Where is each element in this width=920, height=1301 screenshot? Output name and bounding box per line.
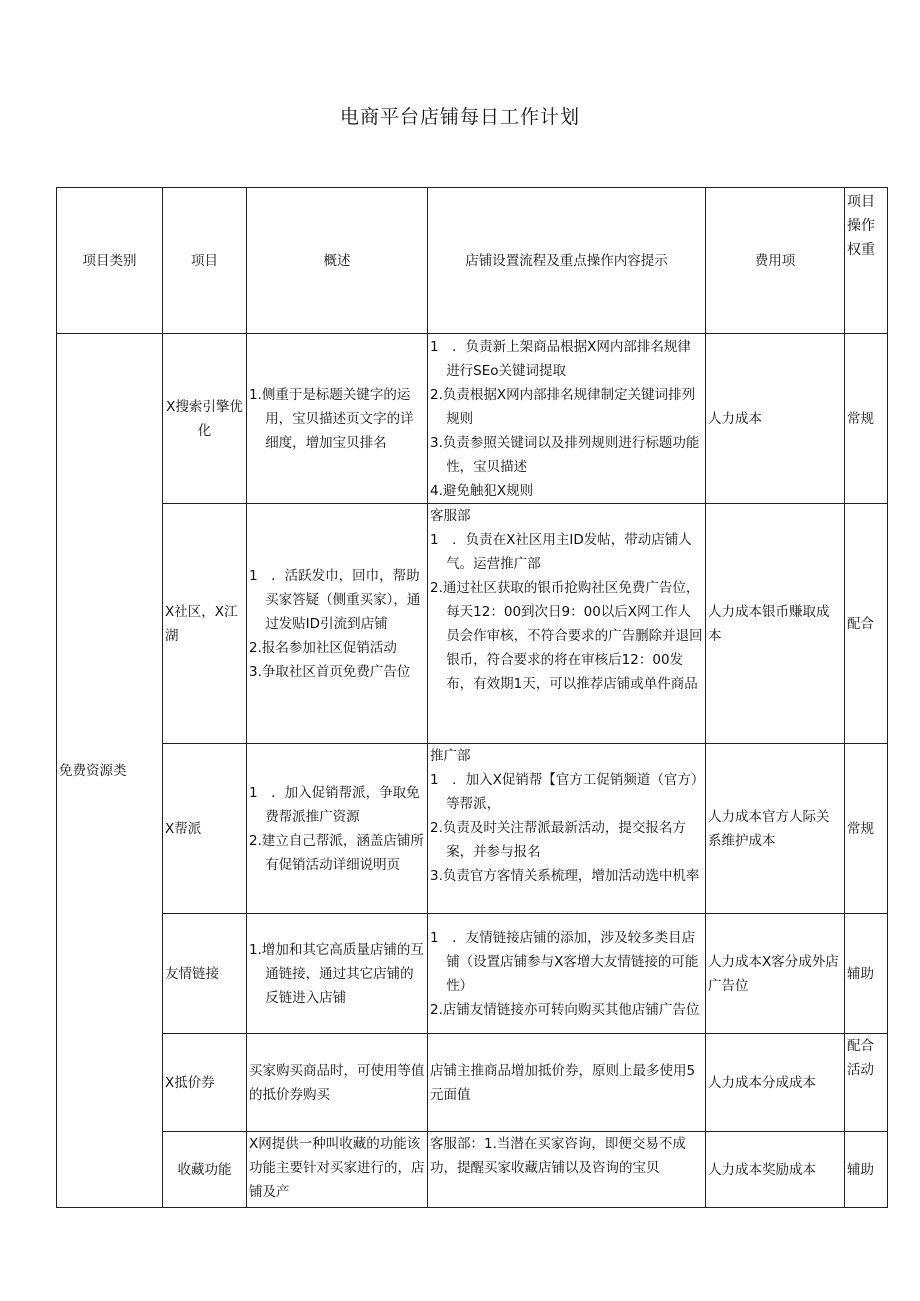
- overview-line: 买家购买商品时，可使用等值的抵价券购买: [249, 1062, 425, 1103]
- cost-cell: 人力成本奖励成本: [706, 1132, 845, 1208]
- process-line: 2.店铺友情链接亦可转向购买其他店铺广告位: [430, 1001, 700, 1018]
- table-row: [57, 1034, 888, 1132]
- overview-line: 2.报名参加社区促销活动: [249, 639, 397, 656]
- overview-line: 1.侧重于是标题关键字的运用，宝贝描述页文字的详细度，增加宝贝排名: [249, 386, 414, 451]
- overview-cell: [247, 1132, 428, 1208]
- weight-cell: 常规: [845, 744, 888, 914]
- item-cell: X搜索引擎优化: [163, 334, 247, 504]
- process-line: 1 ．负责新上架商品根据X网内部排名规律进行SEo关键词提取: [430, 338, 691, 379]
- weight-cell: 辅助: [845, 914, 888, 1034]
- overview-cell: [247, 334, 428, 504]
- item-cell: X社区，X江湖: [163, 504, 247, 744]
- header-cost: 费用项: [706, 188, 845, 334]
- weight-cell: 配合活动: [845, 1034, 888, 1132]
- header-process: 店铺设置流程及重点操作内容提示: [428, 188, 706, 334]
- weight-cell: 常规: [845, 334, 888, 504]
- process-line: 3.负责参照关键词以及排列规则进行标题功能性，宝贝描述: [430, 434, 700, 475]
- overview-line: 1 ．活跃发巾，回巾，帮助买家答疑（侧重买家），通过发贴ID引流到店铺: [249, 567, 421, 632]
- item-cell: X抵价券: [163, 1034, 247, 1132]
- table-row: [57, 504, 888, 744]
- process-line: 1 ．加入X促销帮【官方工促销频道（官方）等帮派，: [430, 772, 698, 812]
- overview-line: 3.争取社区首页免费广告位: [249, 663, 411, 680]
- overview-cell: [247, 744, 428, 914]
- process-cell: [428, 1132, 706, 1208]
- overview-line: 2.建立自己帮派，涵盖店铺所有促销活动详细说明页: [249, 832, 424, 873]
- item-cell: X帮派: [163, 744, 247, 914]
- overview-cell: [247, 914, 428, 1034]
- process-line: 4.避免触犯X规则: [430, 482, 534, 499]
- process-line: 3.负责官方客情关系梳理，增加活动选中机率: [430, 868, 700, 884]
- header-item: 项目: [163, 188, 247, 334]
- cost-cell: 人力成本官方人际关系维护成本: [706, 744, 845, 914]
- table-row: [57, 744, 888, 914]
- process-cell: [428, 504, 706, 744]
- overview-cell: [247, 504, 428, 744]
- header-category: 项目类别: [57, 188, 163, 334]
- process-line: 店铺主推商品增加抵价券，原则上最多使用5元面值: [430, 1062, 696, 1103]
- weight-cell: 配合: [845, 504, 888, 744]
- process-line: 客服部: [430, 508, 471, 524]
- work-plan-table: [56, 187, 888, 1208]
- cost-cell: 人力成本X客分成外店广告位: [706, 914, 845, 1034]
- process-line: 2.负责及时关注帮派最新活动，提交报名方案，并参与报名: [430, 820, 686, 860]
- process-cell: [428, 334, 706, 504]
- table-row: [57, 914, 888, 1034]
- header-weight: 项目操作权重: [845, 188, 888, 334]
- process-line: 1 ．负责在X社区用主ID发帖，带动店铺人气。运营推广部: [430, 532, 692, 572]
- overview-line: X网提供一种叫收藏的功能该功能主要针对买家进行的，店铺及产: [249, 1136, 425, 1200]
- item-cell: 友情链接: [163, 914, 247, 1034]
- overview-line: 1 ．加入促销帮派，争取免费帮派推广资源: [249, 784, 420, 825]
- process-line: 客服部：1.当潜在买家咨询，即便交易不成功，提醒买家收藏店铺以及咨询的宝贝: [430, 1136, 686, 1176]
- cost-cell: 人力成本分成成本: [706, 1034, 845, 1132]
- page-title: 电商平台店铺每日工作计划: [339, 106, 580, 128]
- category-cell: 免费资源类: [57, 334, 163, 1208]
- item-cell: 收藏功能: [163, 1132, 247, 1208]
- table-row: [57, 334, 888, 504]
- process-cell: [428, 1034, 706, 1132]
- process-line: 推广部: [430, 748, 471, 764]
- overview-cell: [247, 1034, 428, 1132]
- process-line: 2.负责根据X网内部排名规律制定关键词排列规则: [430, 386, 696, 427]
- process-cell: [428, 744, 706, 914]
- table-header-row: [57, 188, 888, 334]
- process-line: 2.通过社区获取的银币抢购社区免费广告位，每天12：00到次日9：00以后X网工作人员会作审核，不符合要求的广告删除并退回银币，符合要求的将在审核后12：00发布，有效期1天，可以推荐店铺或单件商品: [430, 580, 703, 692]
- table-row: [57, 1132, 888, 1208]
- cost-cell: 人力成本银币赚取成本: [706, 504, 845, 744]
- process-cell: [428, 914, 706, 1034]
- weight-cell: 辅助: [845, 1132, 888, 1208]
- process-line: 1 ．友情链接店铺的添加，涉及较多类目店铺（设置店铺参与X客增大友情链接的可能性）: [430, 929, 699, 994]
- overview-line: 1.增加和其它高质量店铺的互通链接，通过其它店铺的反链进入店铺: [249, 941, 424, 1006]
- header-overview: 概述: [247, 188, 428, 334]
- cost-cell: 人力成本: [706, 334, 845, 504]
